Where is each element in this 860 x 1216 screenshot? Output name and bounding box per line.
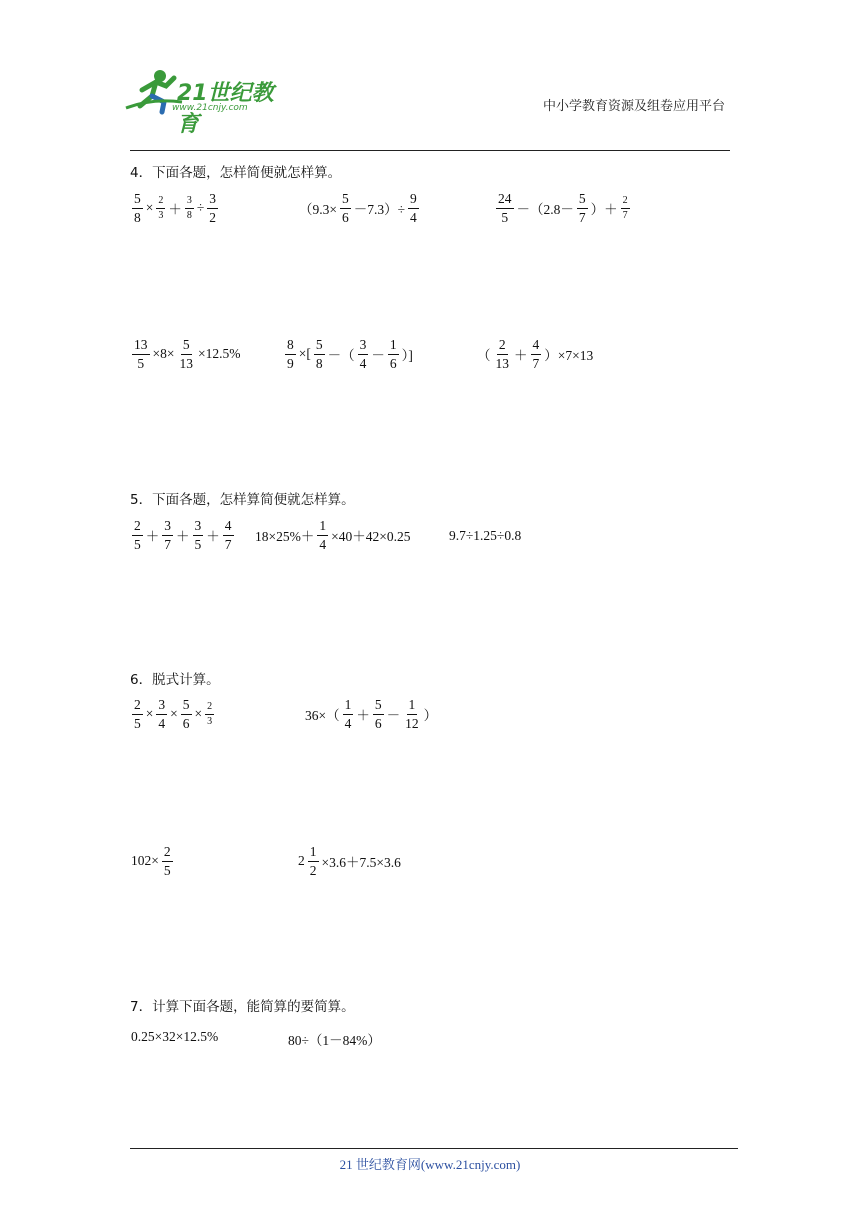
fraction — [223, 519, 234, 551]
fraction-denominator: 7 — [224, 536, 232, 552]
fraction-numerator: 5 — [132, 192, 143, 209]
expression-text: 36×（ — [305, 708, 340, 723]
platform-title: 中小学教育资源及组卷应用平台 — [542, 99, 725, 114]
fraction-denominator: 9 — [287, 355, 294, 371]
fraction-numerator: 1 — [407, 698, 418, 715]
expression-text: ×[ — [298, 346, 311, 361]
section-4-heading: 4．下面各题，怎样简便就怎样算。 — [130, 165, 342, 181]
expression-text: （9.3× — [299, 202, 337, 217]
fraction-numerator: 5 — [181, 698, 192, 715]
fraction-denominator: 7 — [532, 355, 540, 371]
fraction — [496, 192, 514, 224]
expression-text: × — [194, 706, 203, 721]
fraction-numerator: 24 — [496, 192, 514, 209]
section-7-heading: 7．计算下面各题，能简算的要简算。 — [130, 999, 355, 1015]
fraction — [408, 192, 419, 224]
expression-text: ＋ — [206, 529, 220, 544]
fraction-numerator: 3 — [185, 196, 194, 209]
fraction — [177, 338, 195, 370]
fraction — [308, 845, 319, 877]
fraction-numerator: 2 — [621, 196, 630, 209]
fraction — [132, 698, 143, 730]
fraction — [162, 845, 173, 877]
fraction — [132, 192, 143, 224]
fraction — [373, 698, 384, 730]
fraction — [181, 698, 192, 730]
expression-text: ）×7×13 — [544, 348, 594, 363]
expression-text: －（2.8－ — [516, 202, 574, 217]
expression-text: × — [145, 200, 154, 215]
fraction-denominator: 3 — [207, 715, 213, 727]
fraction — [205, 702, 214, 727]
expression-4d — [130, 338, 241, 370]
expression-7b — [287, 1029, 382, 1049]
fraction-denominator: 5 — [134, 536, 141, 552]
expression-text: ＋ — [356, 708, 370, 723]
mixed-number-whole: 2 — [298, 853, 305, 868]
fraction-denominator: 4 — [319, 536, 327, 552]
fraction-numerator: 3 — [358, 338, 369, 355]
fraction-denominator: 6 — [374, 715, 382, 731]
fraction-denominator: 2 — [309, 862, 317, 878]
expression-7a — [130, 1029, 219, 1045]
fraction-numerator: 4 — [223, 519, 234, 536]
fraction-denominator: 4 — [359, 355, 367, 371]
fraction-denominator: 5 — [501, 209, 509, 225]
footer-text: 21 世纪教育网(www.21cnjy.com) — [339, 1157, 521, 1172]
fraction-numerator: 1 — [317, 519, 328, 536]
fraction — [531, 338, 542, 370]
expression-6b — [304, 698, 438, 730]
fraction-numerator: 3 — [156, 698, 167, 715]
footer-divider — [130, 1148, 738, 1149]
fraction-numerator: 9 — [408, 192, 419, 209]
fraction — [156, 698, 167, 730]
fraction-denominator: 2 — [209, 209, 217, 225]
fraction-denominator: 6 — [389, 355, 397, 371]
expression-text: （ — [477, 348, 491, 363]
fraction — [193, 519, 204, 551]
fraction-denominator: 4 — [410, 209, 417, 225]
expression-text: ＋ — [145, 529, 160, 544]
fraction-numerator: 2 — [205, 702, 214, 715]
fraction-numerator: 2 — [132, 519, 143, 536]
fraction-numerator: 5 — [340, 192, 351, 209]
fraction-denominator: 5 — [134, 715, 141, 731]
site-logo — [122, 68, 292, 137]
fraction — [343, 698, 354, 730]
expression-text: ）＋ — [590, 202, 618, 217]
expression-text: ＋ — [168, 202, 182, 217]
fraction-numerator: 1 — [343, 698, 354, 715]
section-6-heading: 6．脱式计算。 — [130, 672, 220, 688]
expression-text: －（ — [327, 348, 355, 363]
expression-6d — [298, 845, 402, 877]
fraction-denominator: 13 — [179, 355, 193, 371]
fraction-numerator: 13 — [132, 338, 150, 355]
fraction — [285, 338, 296, 370]
fraction-denominator: 7 — [622, 209, 628, 221]
expression-text: × — [170, 706, 178, 721]
fraction-denominator: 5 — [194, 536, 202, 552]
fraction-numerator: 5 — [314, 338, 325, 355]
expression-text: × — [145, 706, 154, 721]
fraction-denominator: 6 — [182, 715, 190, 731]
fraction-numerator: 1 — [388, 338, 399, 355]
expression-text: － — [371, 348, 385, 363]
fraction-denominator: 4 — [158, 715, 166, 731]
expression-text: － — [386, 708, 401, 723]
expression-text: 102× — [131, 853, 159, 868]
fraction-numerator: 5 — [577, 192, 588, 209]
fraction — [621, 196, 630, 221]
fraction — [494, 338, 512, 370]
fraction-numerator: 2 — [497, 338, 508, 355]
expression-text: 80÷（1－84%） — [288, 1033, 381, 1048]
fraction-numerator: 8 — [285, 338, 296, 355]
fraction-numerator: 5 — [373, 698, 384, 715]
fraction — [403, 698, 421, 730]
fraction-numerator: 2 — [132, 698, 143, 715]
fraction — [577, 192, 588, 224]
expression-4a — [130, 192, 220, 224]
expression-text: ）] — [401, 348, 413, 363]
expression-text: ＋ — [514, 348, 528, 363]
fraction — [132, 519, 143, 551]
fraction — [358, 338, 369, 370]
expression-4b — [298, 192, 421, 224]
fraction-numerator: 5 — [181, 338, 192, 355]
fraction — [317, 519, 328, 551]
fraction-numerator: 2 — [156, 196, 165, 209]
fraction — [185, 196, 194, 221]
fraction-denominator: 13 — [495, 355, 509, 371]
fraction-numerator: 3 — [207, 192, 218, 209]
expression-6a — [130, 698, 216, 730]
fraction — [340, 192, 351, 224]
fraction — [388, 338, 399, 370]
fraction — [207, 192, 218, 224]
expression-text: ×40＋42×0.25 — [331, 529, 411, 544]
fraction-denominator: 4 — [344, 715, 352, 731]
fraction-numerator: 3 — [193, 519, 204, 536]
section-5-heading: 5．下面各题，怎样算简便就怎样算。 — [130, 492, 355, 508]
fraction-numerator: 1 — [308, 845, 319, 862]
expression-5b — [254, 519, 411, 551]
expression-text: 18×25%＋ — [255, 529, 315, 544]
expression-5a — [130, 519, 236, 551]
expression-text: ） — [423, 708, 438, 723]
expression-4c — [494, 192, 632, 224]
fraction-numerator: 3 — [162, 519, 173, 536]
fraction-denominator: 8 — [186, 209, 192, 221]
fraction — [156, 196, 165, 221]
expression-4f — [476, 338, 594, 370]
fraction-denominator: 12 — [405, 715, 419, 731]
fraction-denominator: 3 — [158, 209, 164, 221]
fraction-numerator: 2 — [162, 845, 173, 862]
fraction-denominator: 8 — [134, 209, 141, 225]
fraction-denominator: 7 — [578, 209, 586, 225]
fraction-denominator: 8 — [315, 355, 323, 371]
expression-text: ×3.6＋7.5×3.6 — [321, 855, 401, 870]
fraction-denominator: 7 — [164, 536, 171, 552]
expression-text: 0.25×32×12.5% — [131, 1029, 219, 1044]
fraction-numerator: 4 — [531, 338, 542, 355]
expression-text: －7.3）÷ — [353, 202, 406, 217]
expression-4e — [283, 338, 414, 370]
logo-text: 21世纪教育 — [177, 81, 274, 137]
fraction — [314, 338, 325, 370]
fraction — [132, 338, 150, 370]
expression-text: ×8× — [152, 346, 175, 361]
fraction-denominator: 5 — [163, 862, 171, 878]
fraction-denominator: 5 — [137, 355, 145, 371]
header-divider — [130, 150, 730, 151]
expression-text: ＋ — [176, 529, 190, 544]
expression-text: 9.7÷1.25÷0.8 — [449, 528, 522, 543]
expression-6c — [130, 845, 175, 877]
logo-url: www.21cnjy.com — [172, 103, 248, 113]
expression-text: ×12.5% — [197, 346, 241, 361]
expression-5c — [448, 528, 522, 544]
fraction-denominator: 6 — [342, 209, 349, 225]
expression-text: ÷ — [196, 200, 205, 215]
fraction — [162, 519, 173, 551]
